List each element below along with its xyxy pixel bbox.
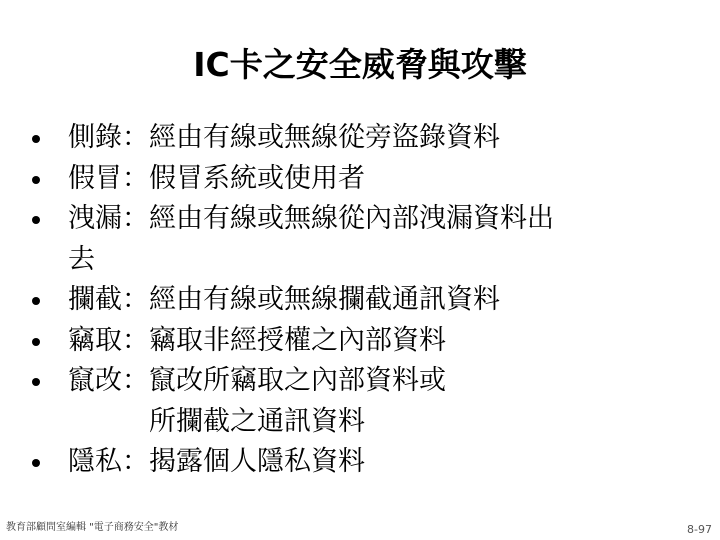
bullet-item	[28, 361, 554, 442]
bullet-item	[28, 321, 554, 362]
page-number: 8-97	[687, 523, 712, 536]
bullet-list	[28, 118, 554, 483]
footer-source: 教育部顧問室編輯 "電子商務安全"教材	[6, 522, 179, 533]
bullet-text: 攔截：經由有線或無線攔截通訊資料	[68, 284, 500, 315]
bullet-item	[28, 199, 554, 280]
bullet-item	[28, 159, 554, 200]
bullet-text: 側錄：經由有線或無線從旁盜錄資料	[68, 122, 500, 153]
bullet-text: 隱私：揭露個人隱私資料	[68, 446, 365, 477]
bullet-text: 竊取：竊取非經授權之內部資料	[68, 324, 446, 356]
bullet-text-continuation: 所攔截之通訊資料	[68, 405, 365, 437]
bullet-item	[28, 118, 554, 159]
bullet-item	[28, 442, 554, 483]
bullet-item	[28, 280, 554, 321]
slide-title: IC卡之安全威脅與攻擊	[193, 45, 527, 84]
bullet-text: 假冒：假冒系統或使用者	[68, 162, 365, 194]
bullet-text: 洩漏：經由有線或無線從內部洩漏資料出	[68, 203, 554, 234]
bullet-text-continuation: 去	[68, 243, 95, 275]
bullet-text: 竄改：竄改所竊取之內部資料或	[68, 365, 446, 396]
